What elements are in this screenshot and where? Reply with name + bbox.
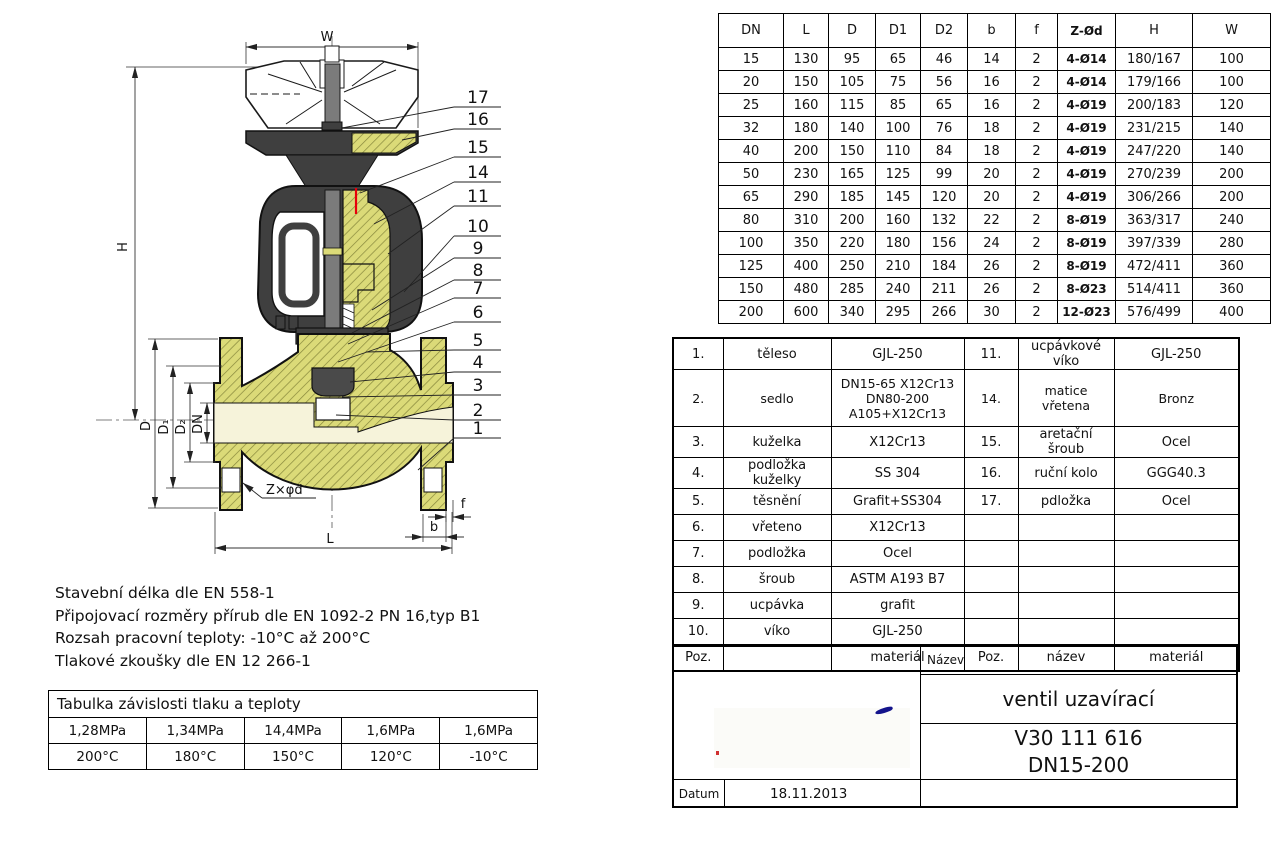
dim-table-cell: 400: [1193, 301, 1271, 324]
dim-table-cell: 360: [1193, 255, 1271, 278]
part-poz: 5.: [673, 489, 723, 515]
callout-number-11: 11: [467, 187, 489, 207]
dim-table-cell: 270/239: [1116, 163, 1193, 186]
dim-table-cell: 310: [784, 209, 829, 232]
part-material: ASTM A193 B7: [831, 567, 964, 593]
part-poz: 4.: [673, 458, 723, 489]
table-row: [719, 48, 1271, 71]
table-row: [673, 515, 1239, 541]
dim-label-f: f: [460, 497, 466, 512]
part-material: [1114, 593, 1239, 619]
dim-table-cell: 231/215: [1116, 117, 1193, 140]
dim-table-cell: 150: [784, 71, 829, 94]
dim-table-cell: 65: [876, 48, 921, 71]
dim-table-cell: 180: [784, 117, 829, 140]
dim-table-cell: 115: [829, 94, 876, 117]
part-material: GJL-250: [831, 338, 964, 370]
part-name: vřeteno: [723, 515, 831, 541]
dim-table-cell: 140: [1193, 140, 1271, 163]
dim-table-cell: 24: [968, 232, 1016, 255]
title-block-right: [920, 647, 1236, 806]
dim-table-cell: 132: [921, 209, 968, 232]
pt-pressure-cell: 14,4MPa: [244, 718, 342, 744]
part-poz: [964, 619, 1018, 645]
part-poz: 1.: [673, 338, 723, 370]
dim-table-header: W: [1193, 14, 1271, 48]
part-poz: [964, 515, 1018, 541]
dim-table-cell: 99: [921, 163, 968, 186]
callout-number-1: 1: [472, 419, 484, 439]
dim-table-cell: 46: [921, 48, 968, 71]
dim-table-cell: 2: [1016, 94, 1058, 117]
dim-table-cell: 145: [876, 186, 921, 209]
callout-number-17: 17: [467, 88, 489, 108]
pt-temp-cell: 200°C: [49, 744, 147, 770]
dim-table-cell: 185: [829, 186, 876, 209]
dim-table-cell: 120: [1193, 94, 1271, 117]
part-poz: 15.: [964, 427, 1018, 458]
code-line: V30 111 616: [1014, 725, 1143, 750]
pt-temp-cell: -10°C: [440, 744, 538, 770]
red-mark: [716, 751, 719, 755]
dim-table-cell: 280: [1193, 232, 1271, 255]
dim-table-cell: 240: [876, 278, 921, 301]
note-line: Připojovací rozměry přírub dle EN 1092-2 PN 16,typ B1: [55, 606, 481, 625]
part-poz: 9.: [673, 593, 723, 619]
date-label: Datum: [674, 780, 725, 808]
part-material: Bronz: [1114, 370, 1239, 427]
dim-table-cell: 2: [1016, 48, 1058, 71]
dim-table-cell: 285: [829, 278, 876, 301]
dim-table-cell: 120: [921, 186, 968, 209]
dim-table-cell: 200: [829, 209, 876, 232]
dim-table-cell: 290: [784, 186, 829, 209]
part-name: [1018, 619, 1114, 645]
dim-table-cell: 22: [968, 209, 1016, 232]
dim-table-cell: 8-Ø19: [1058, 209, 1116, 232]
dim-table-cell: 75: [876, 71, 921, 94]
dim-table-header: f: [1016, 14, 1058, 48]
dim-table-cell: 110: [876, 140, 921, 163]
callout-number-3: 3: [472, 376, 484, 396]
seat: [316, 398, 350, 420]
part-poz: 14.: [964, 370, 1018, 427]
part-poz: [964, 593, 1018, 619]
dim-table-cell: 85: [876, 94, 921, 117]
dim-table-cell: 480: [784, 278, 829, 301]
dim-table-cell: 247/220: [1116, 140, 1193, 163]
product-name: ventil uzavírací: [921, 675, 1236, 724]
part-poz: 7.: [673, 541, 723, 567]
part-name: aretační šroub: [1018, 427, 1114, 458]
dim-table-cell: 4-Ø19: [1058, 117, 1116, 140]
pt-temp-cell: 180°C: [146, 744, 244, 770]
dim-table-cell: 125: [719, 255, 784, 278]
dim-table-header: H: [1116, 14, 1193, 48]
dim-table-cell: 4-Ø19: [1058, 186, 1116, 209]
empty-row: [921, 780, 1236, 806]
dim-table-header: L: [784, 14, 829, 48]
dim-table-cell: 20: [968, 186, 1016, 209]
bolt-hole-left: [222, 468, 240, 492]
dim-table-cell: 105: [829, 71, 876, 94]
title-block: [672, 645, 1238, 808]
table-row: [719, 301, 1271, 324]
dim-table-cell: 2: [1016, 278, 1058, 301]
callout-number-5: 5: [472, 331, 484, 351]
dim-label-b: b: [429, 520, 439, 535]
pt-pressure-cell: 1,6MPa: [440, 718, 538, 744]
pt-temp-cell: 150°C: [244, 744, 342, 770]
dim-table-header: DN: [719, 14, 784, 48]
dim-table-cell: 2: [1016, 209, 1058, 232]
dim-b: [405, 514, 464, 542]
part-material: GJL-250: [831, 619, 964, 645]
dim-table-cell: 200: [1193, 163, 1271, 186]
dim-table-cell: 140: [1193, 117, 1271, 140]
dim-D-group: [139, 339, 222, 508]
dim-table-cell: 165: [829, 163, 876, 186]
pt-table-title: Tabulka závislosti tlaku a teploty: [49, 691, 538, 718]
dim-table-cell: 397/339: [1116, 232, 1193, 255]
dim-table-cell: 100: [876, 117, 921, 140]
dim-table-cell: 200: [784, 140, 829, 163]
part-name: podložka: [723, 541, 831, 567]
part-poz: 16.: [964, 458, 1018, 489]
dim-label-D: D: [139, 420, 154, 432]
part-material: [1114, 619, 1239, 645]
dim-table-cell: 4-Ø19: [1058, 140, 1116, 163]
part-material: grafit: [831, 593, 964, 619]
standards-notes: [55, 582, 480, 672]
dim-table-cell: 18: [968, 117, 1016, 140]
footer-cell: materiál: [1114, 645, 1239, 672]
callout-number-9: 9: [472, 239, 484, 259]
dim-L: [215, 512, 452, 554]
dim-table-cell: 76: [921, 117, 968, 140]
table-row: [673, 567, 1239, 593]
dim-table-cell: 160: [784, 94, 829, 117]
dim-table-cell: 180/167: [1116, 48, 1193, 71]
note-line: Rozsah pracovní teploty: -10°C až 200°C: [55, 629, 371, 647]
part-name: sedlo: [723, 370, 831, 427]
dim-table-cell: 4-Ø14: [1058, 71, 1116, 94]
callout-number-15: 15: [467, 138, 489, 158]
dim-label-W: W: [320, 30, 334, 45]
dim-table-cell: 180: [876, 232, 921, 255]
nazev-label: Název: [921, 647, 1236, 675]
dim-table-cell: 130: [784, 48, 829, 71]
dim-table-header: D: [829, 14, 876, 48]
table-row: [49, 718, 538, 744]
dim-table-cell: 200/183: [1116, 94, 1193, 117]
dim-table-cell: 240: [1193, 209, 1271, 232]
dimension-table: [718, 13, 1271, 324]
part-material: [1114, 541, 1239, 567]
dim-table-cell: 363/317: [1116, 209, 1193, 232]
dim-table-cell: 600: [784, 301, 829, 324]
dim-table-cell: 156: [921, 232, 968, 255]
part-poz: 3.: [673, 427, 723, 458]
part-poz: 10.: [673, 619, 723, 645]
dim-table-cell: 400: [784, 255, 829, 278]
part-material: Ocel: [831, 541, 964, 567]
handwheel-section: [246, 131, 418, 155]
table-row: [49, 744, 538, 770]
pt-pressure-cell: 1,6MPa: [342, 718, 440, 744]
note-line: Tlakové zkoušky dle EN 12 266-1: [55, 651, 311, 670]
pt-temp-cell: 120°C: [342, 744, 440, 770]
table-row: [719, 209, 1271, 232]
dim-table-cell: 211: [921, 278, 968, 301]
part-name: [1018, 541, 1114, 567]
footer-cell: Poz.: [673, 645, 723, 672]
dim-table-cell: 50: [719, 163, 784, 186]
parts-list-table: [672, 337, 1240, 672]
table-row: [719, 140, 1271, 163]
part-poz: 11.: [964, 338, 1018, 370]
table-row: [719, 232, 1271, 255]
dim-table-cell: 250: [829, 255, 876, 278]
dim-table-cell: 306/266: [1116, 186, 1193, 209]
part-material: Grafit+SS304: [831, 489, 964, 515]
valve-drawing: [0, 0, 540, 580]
part-material: GJL-250: [1114, 338, 1239, 370]
table-row: [719, 278, 1271, 301]
dim-table-cell: 2: [1016, 255, 1058, 278]
part-material: GGG40.3: [1114, 458, 1239, 489]
dim-table-cell: 200: [1193, 186, 1271, 209]
pt-pressure-cell: 1,34MPa: [146, 718, 244, 744]
table-row: [673, 541, 1239, 567]
table-row: [673, 458, 1239, 489]
dim-table-cell: 266: [921, 301, 968, 324]
dim-table-cell: 472/411: [1116, 255, 1193, 278]
part-name: víko: [723, 619, 831, 645]
callout-number-14: 14: [467, 163, 489, 183]
dim-table-cell: 26: [968, 255, 1016, 278]
dim-label-D1: D₁: [157, 419, 172, 435]
part-name: podložka kuželky: [723, 458, 831, 489]
dim-table-cell: 150: [829, 140, 876, 163]
dim-table-cell: 56: [921, 71, 968, 94]
dim-table-cell: 40: [719, 140, 784, 163]
table-row: [673, 489, 1239, 515]
dim-table-cell: 140: [829, 117, 876, 140]
dim-table-cell: 576/499: [1116, 301, 1193, 324]
part-name: matice vřetena: [1018, 370, 1114, 427]
part-name: ruční kolo: [1018, 458, 1114, 489]
dim-table-cell: 95: [829, 48, 876, 71]
table-row: [673, 427, 1239, 458]
table-row: [673, 370, 1239, 427]
dim-table-cell: 8-Ø23: [1058, 278, 1116, 301]
dim-table-cell: 26: [968, 278, 1016, 301]
part-name: ucpávkové víko: [1018, 338, 1114, 370]
logo-ghost: [714, 708, 910, 768]
dim-table-cell: 210: [876, 255, 921, 278]
table-row: [673, 338, 1239, 370]
part-material: Ocel: [1114, 427, 1239, 458]
footer-cell: název: [1018, 645, 1114, 672]
dim-table-header: D2: [921, 14, 968, 48]
part-name: pdložka: [1018, 489, 1114, 515]
dim-table-cell: 65: [921, 94, 968, 117]
part-name: [1018, 515, 1114, 541]
part-material: [1114, 567, 1239, 593]
table-row: [673, 593, 1239, 619]
dim-table-cell: 360: [1193, 278, 1271, 301]
dim-table-cell: 30: [968, 301, 1016, 324]
part-material: DN15-65 X12Cr13 DN80-200 A105+X12Cr13: [831, 370, 964, 427]
part-poz: [964, 541, 1018, 567]
dim-table-cell: 2: [1016, 186, 1058, 209]
table-row: [49, 691, 538, 718]
table-row: [719, 71, 1271, 94]
dim-table-cell: 340: [829, 301, 876, 324]
dim-table-cell: 12-Ø23: [1058, 301, 1116, 324]
dim-table-cell: 16: [968, 94, 1016, 117]
part-name: šroub: [723, 567, 831, 593]
note-line: Stavební délka dle EN 558-1: [55, 584, 275, 602]
bolt-note-label: Z×φd: [266, 483, 303, 498]
table-row: [719, 117, 1271, 140]
callout-leader: [360, 157, 454, 193]
dim-table-cell: 2: [1016, 232, 1058, 255]
dn-range-line: DN15-200: [1027, 752, 1130, 777]
dim-table-cell: 100: [719, 232, 784, 255]
dim-table-cell: 2: [1016, 301, 1058, 324]
part-name: kuželka: [723, 427, 831, 458]
part-material: Ocel: [1114, 489, 1239, 515]
callout-number-16: 16: [467, 110, 489, 130]
dim-table-cell: 100: [1193, 48, 1271, 71]
table-row: [673, 619, 1239, 645]
footer-cell: materiál: [831, 645, 964, 672]
dim-table-cell: 32: [719, 117, 784, 140]
callout-number-7: 7: [472, 279, 484, 299]
table-row: [719, 186, 1271, 209]
dim-label-H: H: [116, 242, 131, 252]
part-material: [1114, 515, 1239, 541]
dim-table-cell: 295: [876, 301, 921, 324]
part-poz: 6.: [673, 515, 723, 541]
dim-label-L: L: [326, 532, 334, 547]
callout-number-6: 6: [472, 303, 484, 323]
dim-table-header: b: [968, 14, 1016, 48]
dim-table-cell: 100: [1193, 71, 1271, 94]
dim-table-cell: 350: [784, 232, 829, 255]
callout-number-8: 8: [472, 261, 484, 281]
dim-table-cell: 160: [876, 209, 921, 232]
table-row: [719, 163, 1271, 186]
dim-table-cell: 230: [784, 163, 829, 186]
dim-table-cell: 2: [1016, 163, 1058, 186]
part-name: [1018, 593, 1114, 619]
dim-table-cell: 2: [1016, 117, 1058, 140]
dim-table-cell: 4-Ø19: [1058, 94, 1116, 117]
part-poz: [964, 567, 1018, 593]
dim-table-cell: 65: [719, 186, 784, 209]
stem-washer: [322, 122, 342, 130]
dim-table-cell: 4-Ø14: [1058, 48, 1116, 71]
dim-table-cell: 8-Ø19: [1058, 255, 1116, 278]
dim-table-cell: 25: [719, 94, 784, 117]
callout-number-10: 10: [467, 217, 489, 237]
callout-number-2: 2: [472, 401, 484, 421]
dim-table-cell: 20: [719, 71, 784, 94]
pressure-temperature-table: [48, 690, 538, 770]
dim-table-header: Z-Ød: [1058, 14, 1116, 48]
part-material: X12Cr13: [831, 515, 964, 541]
date-row: [674, 779, 920, 808]
dim-table-cell: 84: [921, 140, 968, 163]
signature-area: [674, 647, 920, 779]
dim-table-cell: 220: [829, 232, 876, 255]
part-name: těsnění: [723, 489, 831, 515]
table-row: [719, 255, 1271, 278]
part-poz: 2.: [673, 370, 723, 427]
dim-table-cell: 2: [1016, 71, 1058, 94]
dim-table-cell: 125: [876, 163, 921, 186]
date-value: 18.11.2013: [770, 786, 848, 802]
dim-table-cell: 18: [968, 140, 1016, 163]
dim-table-cell: 4-Ø19: [1058, 163, 1116, 186]
pt-pressure-cell: 1,28MPa: [49, 718, 147, 744]
bolt-hole-right: [424, 468, 442, 492]
dim-table-cell: 514/411: [1116, 278, 1193, 301]
dim-table-cell: 15: [719, 48, 784, 71]
dim-table-cell: 80: [719, 209, 784, 232]
dim-table-cell: 20: [968, 163, 1016, 186]
table-row: [719, 94, 1271, 117]
dim-label-D2: D₂: [174, 419, 189, 435]
dim-table-cell: 16: [968, 71, 1016, 94]
dim-table-cell: 14: [968, 48, 1016, 71]
dim-table-cell: 2: [1016, 140, 1058, 163]
part-material: X12Cr13: [831, 427, 964, 458]
dim-label-DN: DN: [191, 414, 206, 434]
dim-table-cell: 179/166: [1116, 71, 1193, 94]
dim-table-header: D1: [876, 14, 921, 48]
dim-table-cell: 8-Ø19: [1058, 232, 1116, 255]
dim-table-cell: 150: [719, 278, 784, 301]
part-poz: 8.: [673, 567, 723, 593]
yoke-neck: [286, 155, 378, 190]
part-name: těleso: [723, 338, 831, 370]
dim-table-cell: 200: [719, 301, 784, 324]
footer-cell: Poz.: [964, 645, 1018, 672]
part-poz: 17.: [964, 489, 1018, 515]
part-name: ucpávka: [723, 593, 831, 619]
callout-number-4: 4: [472, 353, 484, 373]
disc: [312, 368, 354, 396]
part-name: [1018, 567, 1114, 593]
dim-table-cell: 184: [921, 255, 968, 278]
product-code: [921, 724, 1236, 780]
part-material: SS 304: [831, 458, 964, 489]
